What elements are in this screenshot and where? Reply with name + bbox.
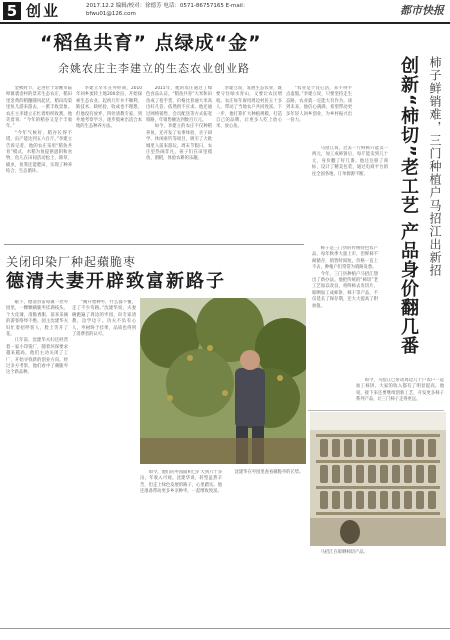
side-kicker: 柿子鲜销难，三门种植户马招江出新招 — [428, 56, 442, 277]
second-column-1 — [6, 300, 68, 620]
side-paragraph: 如今，马招江已带动周边几十户农户一起加工柿饼，大家的收入都有了明显提高。他说，接下来还要继续创新工艺，开发更多柿子系列产品，让三门柿子走得更远。 — [356, 378, 444, 403]
lead-paragraph: 李建立早年在外经商，2010年回乡流转土地200余亩，开始探索生态农业。起初几年并不顺利，缺技术、缺经验，收成也不理想，但他没有放弃，四处请教专家，到外地考察学习，逐步摸索出适合本地的生态种养方法。 — [76, 86, 142, 130]
side-column-2 — [312, 146, 388, 242]
side-paragraph: 马招江说，过去一斤鲜柿只能卖一两元，加工成柿饼后，每斤能卖到几十元，身价翻了好几番。他还注册了商标，设计了精美包装，通过电商平台销往全国各地，订单源源不断。 — [312, 146, 388, 177]
page-bottom-rule — [0, 628, 450, 629]
second-kicker: 关闭印染厂种起蘋脆枣 — [6, 255, 137, 269]
lead-subheadline: 余姚农庄主李建立的生态农业创业路 — [58, 62, 250, 75]
second-paragraph: 几年前，沈建华夫妇还经营着一家小印染厂，随着环保要求越来越高，他们主动关闭了工厂，开始寻找新的创业方向。经过多方考察，他们看中了蘋脆枣这个新品种。 — [6, 338, 68, 376]
section-name: 创业 — [26, 2, 61, 20]
side-divider — [308, 410, 444, 411]
header-rule — [0, 22, 450, 24]
lead-column-4 — [216, 86, 282, 236]
lead-column-2 — [76, 86, 142, 236]
jujube-tree-photo — [140, 298, 306, 464]
second-column-2 — [72, 300, 136, 620]
lead-column-1 — [6, 86, 72, 236]
persimmon-photo-caption: 马招江在晾晒柿切产品。 — [320, 550, 368, 555]
second-paragraph: 眼下，德清县雷甸镇一处枣园里，一颗颗蘋脆枣挂满枝头，个大皮薄、清脆香甜，前来采摘的游客络绎不绝。园主沈建华夫妇忙着招呼客人，脸上笑开了花。 — [6, 300, 68, 338]
second-column-3 — [140, 470, 222, 620]
persimmon-rack-photo — [310, 412, 446, 546]
masthead-logo: 都市快报 — [400, 4, 444, 17]
second-headline: 德清夫妻开辟致富新路子 — [6, 271, 226, 292]
page-number: 5 — [3, 2, 21, 20]
lead-paragraph: “今年气候好，稻谷长得不错，亩产能达到五六百斤。”李建立告诉记者，他的农庄采用“稻鱼共育”模式，水稻为鱼提供遮阴和食物，鱼儿在田间活动松土、除草、捕虫，鱼粪还能肥田，实现了种养结合、生态循环。 — [6, 130, 72, 175]
lead-paragraph: 2015年，他的农庄通过了绿色食品认证，“稻鱼共育”大米和田鱼成了抢手货，价格比普通大米高出好几倍，依然供不应求。他还通过网络销售、会员配送等方式拓宽销路，年销售额达到数百万元。 — [146, 86, 212, 124]
story-divider — [4, 244, 304, 245]
side-paragraph: 今年，三门县种植户马招江想出了新办法。他把传统的“柿切”老工艺加以改良，将鲜柿去皮切片，晾晒加工成柿饼、柿干等产品，不仅延长了保存期，还大大提高了附加值。 — [312, 271, 378, 309]
page-header — [0, 0, 450, 22]
side-headline: 创新“柿切”老工艺 产品身价翻几番 — [398, 56, 419, 355]
second-paragraph: 如今，他们的枣园面积已扩大到六十多亩，年收入可观。沈建华说，转型虽然辛苦，但走上绿色发展的路子，心里踏实。他还准备带动更多乡亲种枣，一起增收致富。 — [140, 470, 222, 495]
lead-paragraph: 金秋时节，走进位于余姚市陆埠镇裘岙村的景禾生态农庄，稻田里金黄的稻穗随风起伏，稻田沟渠里鱼儿游来游去，一派丰收景象。农庄主李建立正忙着组织收割，他笑着说：“今年的稻谷又是个丰收年。” — [6, 86, 72, 130]
side-column-3 — [356, 378, 444, 408]
second-paragraph: “刚开始种枣，什么都不懂，走了不少弯路。”沈建华说，夫妻俩跑遍了周边的枣园，向专家请教，边学边干。功夫不负有心人，枣树终于挂果，品质也得到了消费者的认可。 — [72, 300, 136, 338]
tree-photo-caption: 沈建华在枣园里查看蘋脆枣的长势。 — [234, 470, 304, 475]
lead-paragraph: “农业是个良心活，来不得半点虚假。”李建立说，只要坚持走生态路，农业就一定能大有作为。谈到未来，他信心满满，希望带动更多年轻人回乡创业，为乡村振兴出一份力。 — [286, 86, 352, 124]
side-paragraph: 柿子是三门县的传统特色农产品，每年秋季大量上市，但鲜柿不耐储存，销售时间短，价格一直上不去，种植户们常常为销路发愁。 — [312, 246, 378, 271]
lead-headline: “稻鱼共育” 点绿成“金” — [40, 32, 262, 54]
lead-paragraph: 如今，李建立的农庄不仅种稻养鱼，还开发了农事体验、亲子研学、休闲垂钓等项目，吸引了大批城里人前来游玩。周末节假日，农庄里热闹非凡，孩子们在田里摸鱼、割稻，体验农耕的乐趣。 — [146, 124, 212, 162]
lead-column-3 — [146, 86, 212, 236]
lead-paragraph: 李建立说，发展生态农业，既要守住绿水青山，又要让农民增收。农庄每年雇用周边村民五十多人，带动了当地农户共同致富。下一步，他打算扩大种植规模，打造自己的品牌，让更多人吃上放心米、放心鱼。 — [216, 86, 282, 130]
issue-meta: 2017.12.2 编辑/校对：徐德芳 电话：0571-86757165 E-mail：bfwu01@126.com — [86, 3, 249, 17]
